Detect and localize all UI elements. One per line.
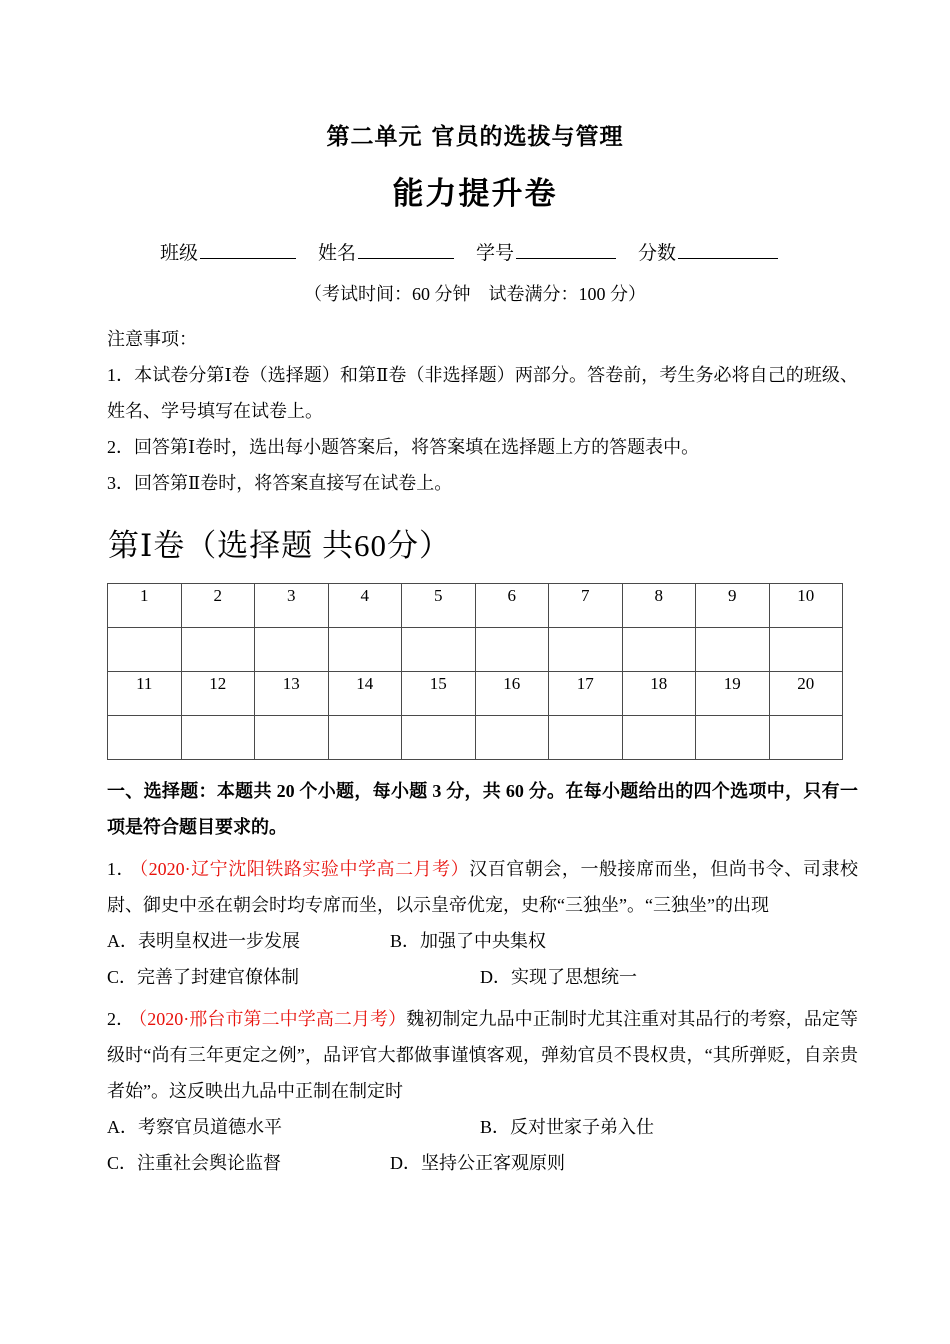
question-2 xyxy=(0,995,950,1181)
student-no-input-blank[interactable] xyxy=(516,243,616,259)
question-1-option-c[interactable]: C．完善了封建官僚体制 xyxy=(107,967,300,987)
question-2-number: 2． xyxy=(107,1009,135,1029)
answer-number-cell: 16 xyxy=(475,672,549,716)
answer-entry-cell[interactable] xyxy=(475,716,549,760)
answer-entry-cell[interactable] xyxy=(696,716,770,760)
answer-number-cell: 14 xyxy=(328,672,402,716)
question-1-options-ab xyxy=(107,923,858,959)
notice-item-2: 2．回答第Ⅰ卷时，选出每小题答案后，将答案填在选择题上方的答题表中。 xyxy=(107,437,700,457)
answer-number-cell: 3 xyxy=(255,584,329,628)
answer-entry-cell[interactable] xyxy=(181,628,255,672)
question-1-option-b[interactable]: B．加强了中央集权 xyxy=(390,931,547,951)
answer-number-cell: 8 xyxy=(622,584,696,628)
answer-number-cell: 10 xyxy=(769,584,843,628)
answer-entry-cell[interactable] xyxy=(769,716,843,760)
question-2-option-c[interactable]: C．注重社会舆论监督 xyxy=(107,1153,282,1173)
answer-number-cell: 13 xyxy=(255,672,329,716)
answer-entry-cell[interactable] xyxy=(181,716,255,760)
answer-entry-cell[interactable] xyxy=(255,716,329,760)
name-label: 姓名 xyxy=(318,243,357,264)
multiple-choice-section-lead: 一、选择题：本题共 20 个小题，每小题 3 分，共 60 分。在每小题给出的四个选项中，只有一项是符合题目要求的。 xyxy=(107,781,858,837)
answer-number-cell: 7 xyxy=(549,584,623,628)
student-no-label: 学号 xyxy=(476,243,515,264)
answer-entry-cell[interactable] xyxy=(549,628,623,672)
answer-number-cell: 19 xyxy=(696,672,770,716)
answer-entry-cell[interactable] xyxy=(769,628,843,672)
answer-number-cell: 9 xyxy=(696,584,770,628)
answer-number-cell: 12 xyxy=(181,672,255,716)
answer-sheet-table xyxy=(107,583,843,760)
question-2-options-ab xyxy=(107,1109,858,1145)
question-2-stem xyxy=(107,1001,858,1109)
table-row-answers-11-20 xyxy=(108,716,843,760)
class-label: 班级 xyxy=(160,243,199,264)
answer-number-cell: 20 xyxy=(769,672,843,716)
question-2-options-cd xyxy=(107,1145,858,1181)
question-1-number: 1． xyxy=(107,859,136,879)
class-input-blank[interactable] xyxy=(200,243,296,259)
notice-label: 注意事项： xyxy=(107,329,197,349)
answer-number-cell: 11 xyxy=(108,672,182,716)
question-2-option-b[interactable]: B．反对世家子弟入仕 xyxy=(480,1117,655,1137)
answer-entry-cell[interactable] xyxy=(108,716,182,760)
answer-entry-cell[interactable] xyxy=(402,628,476,672)
answer-number-cell: 1 xyxy=(108,584,182,628)
table-row-numbers-1-10 xyxy=(108,584,843,628)
answer-number-cell: 2 xyxy=(181,584,255,628)
answer-entry-cell[interactable] xyxy=(328,716,402,760)
notice-item-1: 1．本试卷分第Ⅰ卷（选择题）和第Ⅱ卷（非选择题）两部分。答卷前，考生务必将自己的班级、姓名、学号填写在试卷上。 xyxy=(107,365,858,421)
score-label: 分数 xyxy=(638,243,677,264)
answer-entry-cell[interactable] xyxy=(696,628,770,672)
identity-fields-line xyxy=(0,214,950,268)
answer-number-cell: 15 xyxy=(402,672,476,716)
exam-meta-line: （考试时间：60 分钟 试卷满分：100 分） xyxy=(304,284,646,304)
answer-entry-cell[interactable] xyxy=(255,628,329,672)
notice-item-3: 3．回答第Ⅱ卷时，将答案直接写在试卷上。 xyxy=(107,473,453,493)
answer-number-cell: 5 xyxy=(402,584,476,628)
answer-number-cell: 4 xyxy=(328,584,402,628)
answer-table-container xyxy=(0,569,950,760)
score-input-blank[interactable] xyxy=(678,243,778,259)
question-1-option-a[interactable]: A．表明皇权进一步发展 xyxy=(107,931,300,951)
answer-entry-cell[interactable] xyxy=(108,628,182,672)
section-one-heading: 第Ⅰ卷（选择题 共60分） xyxy=(108,528,451,563)
question-1-option-d[interactable]: D．实现了思想统一 xyxy=(480,967,637,987)
answer-number-cell: 18 xyxy=(622,672,696,716)
question-2-source: （2020·邢台市第二中学高二月考） xyxy=(138,1009,407,1029)
table-row-numbers-11-20 xyxy=(108,672,843,716)
notice-section xyxy=(0,307,950,501)
table-row-answers-1-10 xyxy=(108,628,843,672)
answer-entry-cell[interactable] xyxy=(549,716,623,760)
answer-entry-cell[interactable] xyxy=(328,628,402,672)
page-subtitle: 能力提升卷 xyxy=(392,176,558,212)
page-title: 第二单元 官员的选拔与管理 xyxy=(326,124,624,150)
answer-entry-cell[interactable] xyxy=(622,716,696,760)
question-2-option-d[interactable]: D．坚持公正客观原则 xyxy=(390,1153,565,1173)
name-input-blank[interactable] xyxy=(358,243,454,259)
question-1-stem xyxy=(107,851,858,923)
answer-number-cell: 17 xyxy=(549,672,623,716)
answer-entry-cell[interactable] xyxy=(402,716,476,760)
question-1-text: 汉百官朝会，一般接席而坐，但尚书令、司隶校尉、御史中丞在朝会时均专席而坐，以示皇帝优宠，史称“三独坐”。“三独坐”的出现 xyxy=(107,859,859,915)
answer-number-cell: 6 xyxy=(475,584,549,628)
question-1-options-cd xyxy=(107,959,858,995)
question-1-source: （2020·辽宁沈阳铁路实验中学高二月考） xyxy=(139,859,470,879)
question-1 xyxy=(0,845,950,995)
question-2-text: 魏初制定九品中正制时尤其注重对其品行的考察，品定等级时“尚有三年更定之例”，品评官大都做事谨慎客观，弹劾官员不畏权贵，“其所弹贬，自亲贵者始”。这反映出九品中正制在制定时 xyxy=(107,1009,859,1101)
question-2-option-a[interactable]: A．考察官员道德水平 xyxy=(107,1117,282,1137)
answer-entry-cell[interactable] xyxy=(622,628,696,672)
answer-entry-cell[interactable] xyxy=(475,628,549,672)
